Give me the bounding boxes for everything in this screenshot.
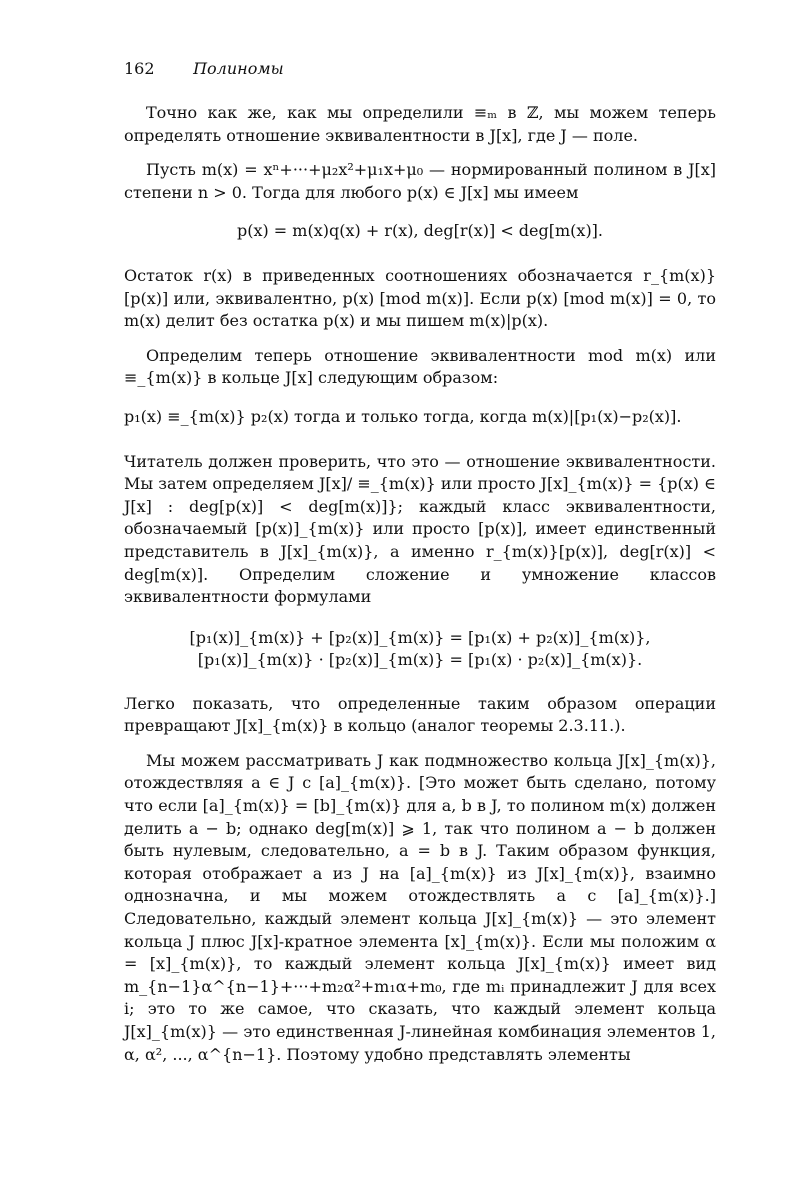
page [124, 58, 716, 1078]
paragraph: Пусть m(x) = xⁿ+···+μ₂x²+μ₁x+μ₀ — нормированный полином в J[x] степени n > 0. Тогда для любого p(x) ∈ J[x] мы имеем [124, 160, 716, 202]
paragraph: Мы можем рассматривать J как подмножество кольца J[x]_{m(x)}, отождествляя a ∈ J с [a]_{m(x)}. [Это может быть сделано, потому что если [a]_{m(x)} = [b]_{m(x)} для a, b в J, то полином m(x) должен делить a − b; однако deg[m(x)] ⩾ 1, так что полином a − b должен быть нулевым, следовательно, a = b в J. Таким образом функция, которая отображает a из J на [a]_{m(x)} из J[x]_{m(x)}, взаимно однозначна, и мы можем отождествлять a с [a]_{m(x)}.] Следовательно, каждый элемент кольца J[x]_{m(x)} — это элемент кольца J плюс J[x]-кратное элемента [x]_{m(x)}. Если мы положим α = [x]_{m(x)}, то каждый элемент кольца J[x]_{m(x)} имеет вид m_{n−1}α^{n−1}+···+m₂α²+m₁α+m₀, где mᵢ принадлежит J для всех i; это то же самое, что сказать, что каждый элемент кольца J[x]_{m(x)} — это единственная J-линейная комбинация элементов 1, α, α², ..., α^{n−1}. Поэтому удобно представлять элементы [124, 750, 716, 1064]
equation-product: [p₁(x)]_{m(x)} · [p₂(x)]_{m(x)} = [p₁(x) · p₂(x)]_{m(x)}. [197, 649, 643, 669]
equation-division: p(x) = m(x)q(x) + r(x), deg[r(x)] < deg[m(x)]. [236, 221, 604, 241]
equation-block [124, 627, 716, 671]
equation-equivalence: p₁(x) ≡_{m(x)} p₂(x) тогда и только тогда, когда m(x)|[p₁(x)−p₂(x)]. [124, 406, 682, 426]
paragraph: Легко показать, что определенные таким образом операции превращают J[x]_{m(x)} в кольцо (аналог теоремы 2.3.11.). [124, 693, 716, 736]
running-title: Полиномы [193, 59, 284, 78]
page-number: 162 [124, 59, 155, 78]
paragraph: Определим теперь отношение эквивалентности mod m(x) или ≡_{m(x)} в кольце J[x] следующим образом: [124, 345, 716, 388]
paragraph: Точно как же, как мы определили ≡ₘ в ℤ, мы можем теперь определять отношение эквивалентности в J[x], где J — поле. [124, 103, 716, 145]
paragraph: Остаток r(x) в приведенных соотношениях обозначается r_{m(x)}[p(x)] или, эквивалентно, p(x) [mod m(x)]. Если p(x) [mod m(x)] = 0, то m(x) делит без остатка p(x) и мы пишем m(x)|p(x). [124, 265, 716, 331]
running-header [124, 58, 716, 82]
equation-sum: [p₁(x)]_{m(x)} + [p₂(x)]_{m(x)} = [p₁(x) + p₂(x)]_{m(x)}, [189, 627, 651, 647]
paragraph: Читатель должен проверить, что это — отношение эквивалентности. Мы затем определяем J[x]/ ≡_{m(x)} или просто J[x]_{m(x)} = {p(x) ∈ J[x] : deg[p(x)] < deg[m(x)]}; каждый класс эквивалентности, обозначаемый [p(x)]_{m(x)} или просто [p(x)], имеет единственный представитель в J[x]_{m(x)}, а именно r_{m(x)}[p(x)], deg[r(x)] < deg[m(x)]. Определим сложение и умножение классов эквивалентности формулами [124, 451, 716, 607]
